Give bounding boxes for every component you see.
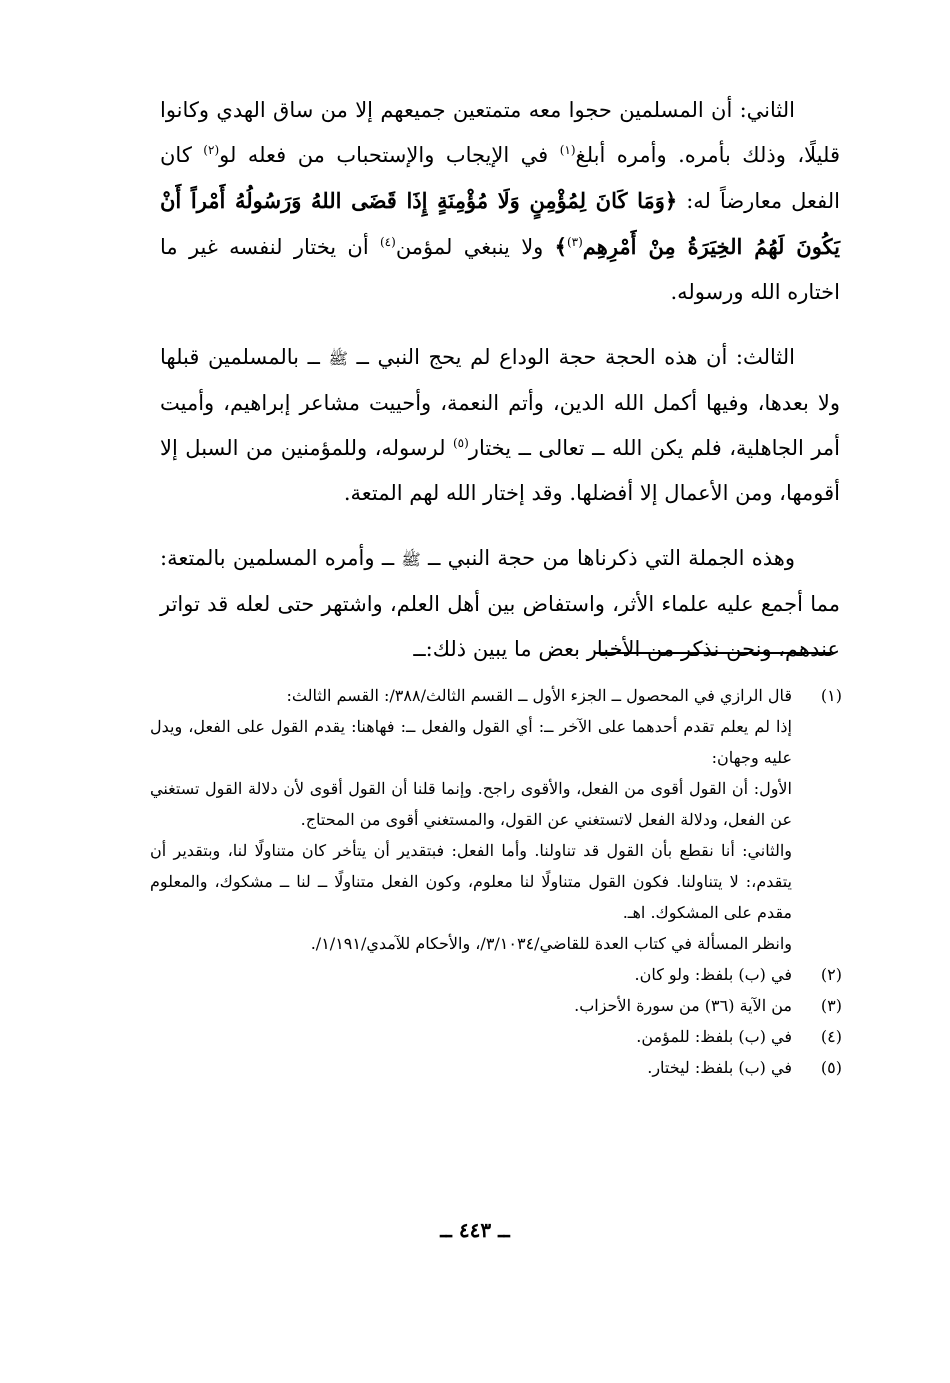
footnote-4 [150,1021,842,1052]
footnote-1 [150,680,842,959]
text-run: في الإيجاب والإستحباب من فعله لو [219,143,560,167]
footnote-ref[interactable]: (٢) [203,143,220,157]
paragraph-second-point [160,88,840,315]
footnote-line: والثاني: أنا نقطع بأن القول قد تناولنا. وأما الفعل: فبتقدير أن يتأخر كان متناولًا لنا، وبتقدير أن يتقدم،: لا يتناولنا. فكون القول متناولًا لنا معلوم، وكون الفعل متناولًا ــ لنا ــ مشكوك، والمعلوم مقدم على المشكوك. اهـ. [150,841,793,922]
footnote-line: في (ب) بلفظ: للمؤمن. [636,1027,792,1046]
text-run: أن يختار لنفسه غير ما اختاره الله ورسوله. [160,235,840,304]
footnote-line: في (ب) بلفظ: ليختار. [647,1058,792,1077]
page-number: ــ ٤٤٣ ــ [440,1218,510,1242]
footnote-5 [150,1052,842,1083]
text-run: كان الفعل معارضاً له: [160,143,840,213]
footnote-ref[interactable]: (٤) [379,235,396,249]
footnote-line: قال الرازي في المحصول ــ الجزء الأول ــ القسم الثالث/٣٨٨/: القسم الثالث: [286,686,792,705]
footnote-ref[interactable]: (٣) [566,235,583,249]
salla-glyph: ﷺ [401,550,421,569]
text-run: ــ وأمره المسلمين بالمتعة: مما أجمع عليه علماء الأثر، واستفاض بين أهل العلم، واشتهر حتى لعله قد تواتر عندهم، ونحن نذكر من الأخبار بعض ما يبين ذلك:ــ [160,546,840,661]
footnote-3 [150,990,842,1021]
text-run: ولا ينبغي لمؤمن [395,235,555,259]
footnote-ref[interactable]: (٥) [452,436,469,450]
footnote-number: (١) [820,686,842,705]
main-text [160,88,840,692]
footnote-line: الأول: أن القول أقوى من الفعل، والأقوى راجح. وإنما قلنا أن القول أقوى لأن دلالة القول تستغني عن الفعل، ودلالة الفعل لاتستغني عن القول، والمستغني أقوى من المحتاج. [150,779,792,829]
text-run: الثاني: أن المسلمين حجوا معه متمتعين جميعهم إلا من ساق الهدي وكانوا قليلًا، وذلك بأمره. وأمره أبلغ [160,98,841,167]
quran-bracket: ﴾ [554,234,567,259]
footnote-body [150,680,792,959]
text-run: لرسوله، وللمؤمنين من السبل إلا أقومها، ومن الأعمال إلا أفضلها. وقد إختار الله لهم المتعة. [160,436,840,505]
footnote-line: إذا لم يعلم تقدم أحدهما على الآخر ــ: أي القول والفعل ــ: فهاهنا: يقدم القول على الفعل، ويدل عليه وجهان: [150,717,792,767]
paragraph-third-point [160,335,840,516]
footnotes [150,680,842,1083]
footnote-2 [150,959,842,990]
footnote-divider [595,652,831,654]
footnote-number: (٥) [820,1058,842,1077]
footnote-ref[interactable]: (١) [559,143,576,157]
footnote-line: من الآية (٣٦) من سورة الأحزاب. [574,996,792,1015]
footnote-number: (٢) [820,965,842,984]
footnote-number: (٣) [820,996,842,1015]
footnote-line: في (ب) بلفظ: ولو كان. [634,965,792,984]
salla-glyph: ﷺ [328,349,348,368]
footnote-line: وانظر المسألة في كتاب العدة للقاضي/٣/١٠٣٤/، والأحكام للآمدي/١/١٩١/. [310,934,792,953]
footnote-number: (٤) [820,1027,842,1046]
quran-verse: ﴿وَمَا كَانَ لِمُؤْمِنٍ وَلَا مُؤْمِنَةٍ إِذَا قَضَى اللهُ وَرَسُولُهُ أَمْراً أَنْ يَكُونَ لَهُمُ الخِيَرَةُ مِنْ أَمْرِهِم [160,188,840,259]
text-run: وهذه الجملة التي ذكرناها من حجة النبي ــ [420,546,795,570]
text-run: ــ بالمسلمين قبلها ولا بعدها، وفيها أكمل الله الدين، وأتم النعمة، وأحييت مشاعر إبراهيم، وأميت أمر الجاهلية، فلم يكن الله ــ تعالى ــ يختار [160,345,840,460]
text-run: الثالث: أن هذه الحجة حجة الوداع لم يحج النبي ــ [347,345,795,369]
